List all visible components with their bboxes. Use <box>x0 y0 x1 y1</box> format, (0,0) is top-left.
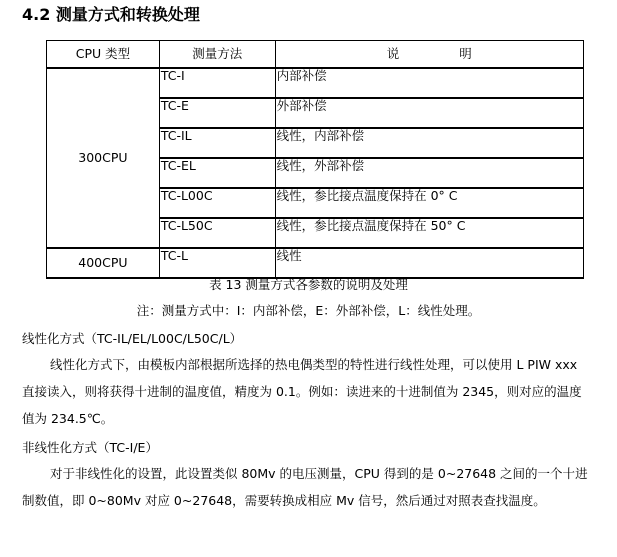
nonlinear-mode-paragraph: 对于非线性化的设置，此设置类似 80Mv 的电压测量，CPU 得到的是 0~27648 之间的一个十进制数值，即 0~80Mv 对应 0~27648，需要转换成相应 Mv 信号，然后通过对照表查找温度。 <box>22 466 588 508</box>
method-cell: TC-L00C <box>159 188 275 218</box>
measurement-method-table <box>46 40 584 279</box>
method-cell: TC-IL <box>159 128 275 158</box>
description-cell: 线性，参比接点温度保持在 50° C <box>275 218 583 248</box>
table-row <box>47 248 584 278</box>
nonlinear-mode-heading: 非线性化方式（TC-I/E） <box>22 440 158 455</box>
table-note: 注：测量方式中：I：内部补偿，E：外部补偿，L：线性处理。 <box>136 303 481 318</box>
description-cell: 线性，内部补偿 <box>275 128 583 158</box>
cpu-type-cell: 400CPU <box>47 248 160 278</box>
table-caption: 表 13 测量方式各参数的说明及处理 <box>209 277 408 292</box>
table-header-row <box>47 41 584 69</box>
linear-mode-heading: 线性化方式（TC-IL/EL/L00C/L50C/L） <box>22 331 243 346</box>
method-cell: TC-L50C <box>159 218 275 248</box>
method-cell: TC-L <box>159 248 275 278</box>
description-cell: 线性，参比接点温度保持在 0° C <box>275 188 583 218</box>
header-description <box>275 41 583 69</box>
section-title: 4.2 测量方式和转换处理 <box>22 5 200 24</box>
header-description-left: 说 <box>386 46 400 61</box>
description-cell: 内部补偿 <box>275 68 583 98</box>
linear-mode-paragraph: 线性化方式下，由模板内部根据所选择的热电偶类型的特性进行线性处理，可以使用 L PIW xxx 直接读入，则将获得十进制的温度值，精度为 0.1。例如：读进来的十进制值为 2345，则对应的温度值为 234.5℃。 <box>22 357 582 426</box>
method-cell: TC-EL <box>159 158 275 188</box>
table-row <box>47 68 584 98</box>
description-cell: 外部补偿 <box>275 98 583 128</box>
description-cell: 线性，外部补偿 <box>275 158 583 188</box>
description-cell: 线性 <box>275 248 583 278</box>
header-cpu-type: CPU 类型 <box>47 41 160 69</box>
header-description-right: 明 <box>459 46 472 61</box>
header-method: 测量方法 <box>159 41 275 69</box>
cpu-type-cell: 300CPU <box>47 68 160 248</box>
method-cell: TC-I <box>159 68 275 98</box>
method-cell: TC-E <box>159 98 275 128</box>
